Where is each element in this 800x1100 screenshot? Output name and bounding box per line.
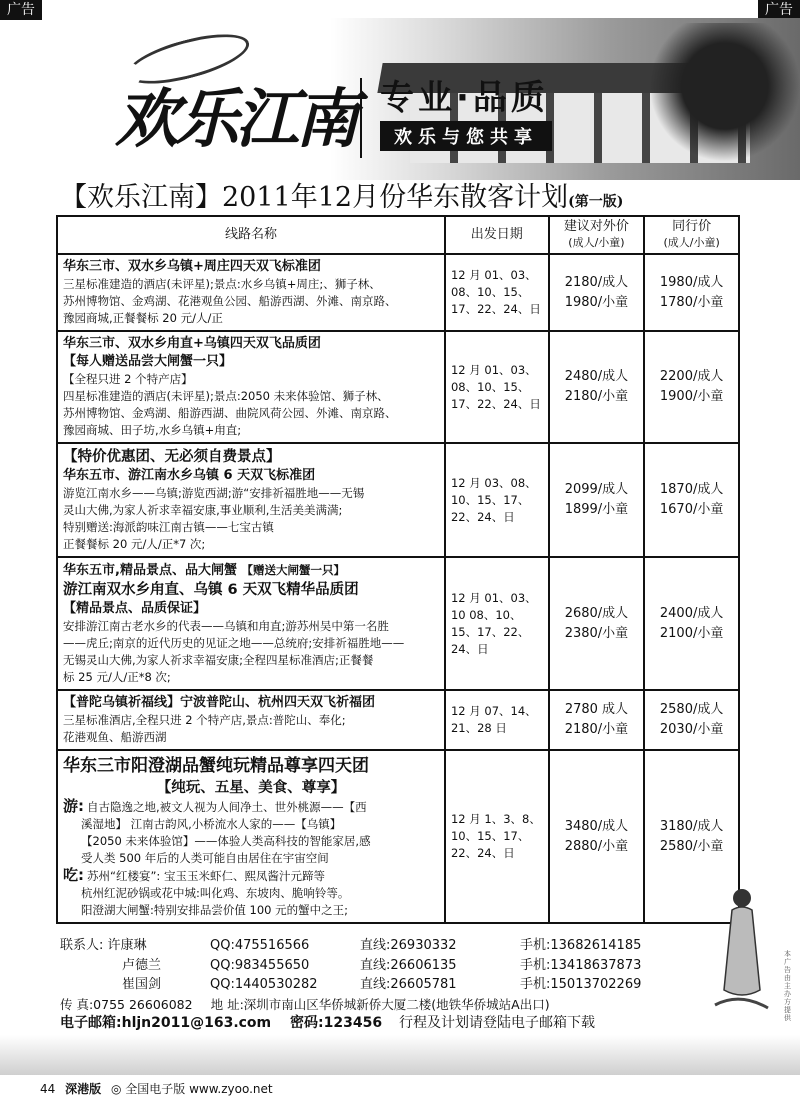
contact-qq: QQ:983455650 <box>210 957 310 973</box>
price-child: 2880/小童 <box>564 838 629 854</box>
price-cell <box>549 750 645 923</box>
national-edition: 全国电子版 www.zyoo.net <box>125 1082 273 1096</box>
header-date: 出发日期 <box>445 216 549 254</box>
peer-price-cell <box>644 254 739 331</box>
download-note: 行程及计划请登陆电子邮箱下载 <box>398 1015 595 1031</box>
route-line: 无锡灵山大佛,为家人祈求幸福安康;全程四星标准酒店;正餐餐 <box>63 653 374 667</box>
peer-adult: 1870/成人 <box>659 482 724 497</box>
contact-qq: QQ:1440530282 <box>210 977 318 992</box>
date-cell: 12 月 01、03、08、10、15、17、22、24、日 <box>445 254 549 331</box>
peer-adult: 2580/成人 <box>659 702 724 717</box>
chi-line: 苏州“红楼宴”: 宝玉玉米虾仁、熙凤酱汁元蹄等 <box>87 869 325 883</box>
chi-line: 阳澄湖大闸蟹:特别安排品尝价值 100 元的蟹中之王; <box>81 903 349 917</box>
you-line: 【2050 未来体验馆】——体验人类高科技的智能家居,感 <box>81 834 371 848</box>
route-title: 华东三市阳澄湖品蟹纯玩精品尊享四天团 <box>63 756 369 776</box>
peer-price-cell <box>644 443 739 557</box>
route-cell <box>57 690 445 750</box>
banner-tree-image <box>650 23 800 163</box>
footer-background <box>0 1035 800 1075</box>
table-row <box>57 443 739 557</box>
route-title <box>63 561 439 580</box>
header-peer-label: 同行价 <box>672 219 712 234</box>
route-line <box>63 867 439 885</box>
contact-line: 直线:26606135 <box>360 957 457 973</box>
brand-slogan-sub: 欢乐与您共享 <box>380 121 552 151</box>
contact-mobile: 手机:13418637873 <box>520 957 642 973</box>
plan-edition: (第一版) <box>568 194 624 210</box>
header-price <box>549 216 645 254</box>
brand-logo: 欢乐江南 <box>115 82 355 157</box>
table-row <box>57 690 739 750</box>
ad-label-left: 广告 <box>0 0 42 20</box>
route-cell <box>57 557 445 690</box>
lady-figure-icon <box>710 880 770 1020</box>
peer-child: 2100/小童 <box>659 625 724 641</box>
peer-child: 1780/小童 <box>659 294 724 310</box>
route-highlight: 【纯玩、五星、美食、尊享】 <box>156 780 346 796</box>
route-title-2: 游江南双水乡甪直、乌镇 6 天双飞精华品质团 <box>63 582 359 598</box>
price-adult: 2780 成人 <box>564 702 629 717</box>
peer-adult: 1980/成人 <box>659 274 724 290</box>
peer-adult: 2200/成人 <box>659 369 724 384</box>
contact-line: 直线:26930332 <box>360 938 457 953</box>
email: 电子邮箱:hljn2011@163.com <box>60 1015 272 1031</box>
route-line: 标 25 元/人/正*8 次; <box>63 670 171 684</box>
peer-price-cell <box>644 331 739 443</box>
ad-label-right: 广告 <box>758 0 800 20</box>
route-highlight: 【每人赠送品尝大闸蟹一只】 <box>63 354 233 369</box>
route-line: 三星标准建造的酒店(未评星);景点:水乡乌镇+周庄;、狮子林、 <box>63 277 381 291</box>
price-adult: 2180/成人 <box>564 274 629 290</box>
route-banner: 【特价优惠团、无必须自费景点】 <box>63 449 281 465</box>
route-title-note: 【赠送大闸蟹一只】 <box>241 563 345 577</box>
globe-icon: ◎ <box>110 1082 122 1096</box>
route-line: 游览江南水乡——乌镇;游览西湖;游“安排祈福胜地——无锡 <box>63 486 365 500</box>
price-child: 1899/小童 <box>564 502 629 517</box>
route-line: 豫园商城,正餐餐标 20 元/人/正 <box>63 311 223 325</box>
route-cell <box>57 254 445 331</box>
contact-mobile: 手机:15013702269 <box>520 977 642 992</box>
chi-line: 杭州红泥砂锅或花中城:叫化鸡、东坡肉、脆响铃等。 <box>81 886 350 900</box>
contact-name: 崔国剑 <box>122 977 162 992</box>
page-footer <box>40 1080 273 1097</box>
address: 地 址:深圳市南山区华侨城新侨大厦二楼(地铁华侨城站A出口) <box>210 996 550 1012</box>
price-cell <box>549 443 645 557</box>
route-line <box>63 798 439 816</box>
route-line: 花港观鱼、船游西湖 <box>63 730 167 744</box>
route-line: 正餐餐标 20 元/人/正*7 次; <box>63 537 206 551</box>
table-row <box>57 254 739 331</box>
contact-label: 联系人: <box>60 938 104 953</box>
route-line: 安排游江南古老水乡的代表——乌镇和甪直;游苏州吴中第一名胜 <box>63 619 389 633</box>
peer-child: 2580/小童 <box>659 838 724 854</box>
price-cell <box>549 557 645 690</box>
route-title: 华东三市、双水乡乌镇+周庄四天双飞标准团 <box>63 259 321 274</box>
peer-child: 2030/小童 <box>659 722 724 737</box>
price-adult: 2480/成人 <box>564 369 629 384</box>
route-line: 豫园商城、田子坊,水乡乌镇+甪直; <box>63 423 242 437</box>
contact-name: 卢德兰 <box>122 957 162 973</box>
price-child: 2180/小童 <box>564 389 629 404</box>
header-price-label: 建议对外价 <box>563 219 629 234</box>
route-line: 四星标准建造的酒店(未评星);景点:2050 未来体验馆、狮子林、 <box>63 389 389 403</box>
route-cell <box>57 443 445 557</box>
route-title-text: 华东五市,精品景点、品大闸蟹 <box>63 563 237 578</box>
route-title: 华东三市、双水乡甪直+乌镇四天双飞品质团 <box>63 336 321 351</box>
chi-label: 吃: <box>63 866 84 884</box>
price-cell <box>549 690 645 750</box>
date-cell: 12 月 03、08、10、15、17、22、24、日 <box>445 443 549 557</box>
date-cell: 12 月 01、03、10 08、10、15、17、22、24、日 <box>445 557 549 690</box>
logo-divider <box>360 78 362 158</box>
fax-address-row <box>60 995 700 1015</box>
route-cell <box>57 331 445 443</box>
contact-block <box>60 936 700 1034</box>
peer-price-cell <box>644 557 739 690</box>
price-child: 2180/小童 <box>564 722 629 737</box>
side-note: 本广告由主办方提供 <box>784 950 791 1022</box>
you-line: 受人类 500 年后的人类可能自由居住在宇宙空间 <box>81 851 329 865</box>
contact-person <box>60 936 210 956</box>
price-adult: 2099/成人 <box>564 482 629 497</box>
route-title: 【普陀乌镇祈福线】宁波普陀山、杭州四天双飞祈福团 <box>63 695 376 710</box>
you-line: 溪湿地】 江南古韵风,小桥流水人家的——【乌镇】 <box>81 817 342 831</box>
route-line: 苏州博物馆、金鸡湖、花港观鱼公园、船游西湖、外滩、南京路、 <box>63 294 397 308</box>
plan-title <box>60 175 780 214</box>
header-peer <box>644 216 739 254</box>
contact-row <box>60 936 700 956</box>
price-adult: 2680/成人 <box>564 605 629 621</box>
contact-qq: QQ:475516566 <box>210 938 310 953</box>
route-title: 华东五市、游江南水乡乌镇 6 天双飞标准团 <box>63 468 316 483</box>
price-adult: 3480/成人 <box>564 818 629 834</box>
route-line: 特别赠送:海派韵味江南古镇——七宝古镇 <box>63 520 274 534</box>
route-line: 三星标准酒店,全程只进 2 个特产店,景点:普陀山、奉化; <box>63 713 346 727</box>
route-line: 苏州博物馆、金鸡湖、船游西湖、曲院风荷公园、外滩、南京路、 <box>63 406 397 420</box>
date-cell: 12 月 07、14、21、28 日 <box>445 690 549 750</box>
contact-line: 直线:26605781 <box>360 977 457 992</box>
schedule-table <box>56 215 740 924</box>
contact-mobile: 手机:13682614185 <box>520 938 642 953</box>
table-row <box>57 331 739 443</box>
peer-child: 1900/小童 <box>659 389 724 404</box>
price-cell <box>549 254 645 331</box>
header-banner <box>50 18 800 180</box>
page-number: 44 <box>40 1082 56 1096</box>
table-row <box>57 557 739 690</box>
contact-name: 许康琳 <box>107 938 147 953</box>
you-line: 自古隐逸之地,被文人视为人间净土、世外桃源——【西 <box>87 800 367 814</box>
header-route: 线路名称 <box>57 216 445 254</box>
brand-slogan: 专业·品质 <box>380 78 549 118</box>
header-peer-sub: (成人/小童) <box>663 236 720 249</box>
route-highlight: 【精品景点、品质保证】 <box>63 601 207 616</box>
email-row <box>60 1014 700 1034</box>
date-cell: 12 月 01、03、08、10、15、17、22、24、日 <box>445 331 549 443</box>
table-header-row <box>57 216 739 254</box>
peer-child: 1670/小童 <box>659 502 724 517</box>
contact-row <box>60 975 700 995</box>
price-child: 2380/小童 <box>564 625 629 641</box>
password: 密码:123456 <box>290 1015 383 1031</box>
price-cell <box>549 331 645 443</box>
fax: 传 真:0755 26606082 <box>60 996 193 1012</box>
peer-adult: 3180/成人 <box>659 818 724 834</box>
header-price-sub: (成人/小童) <box>568 236 625 249</box>
edition-label: 深港版 <box>65 1082 102 1096</box>
route-line: 【全程只进 2 个特产店】 <box>63 372 193 386</box>
date-cell: 12 月 1、3、8、10、15、17、22、24、日 <box>445 750 549 923</box>
you-label: 游: <box>63 797 84 815</box>
route-line: 灵山大佛,为家人祈求幸福安康,事业顺利,生活美美满满; <box>63 503 343 517</box>
peer-adult: 2400/成人 <box>659 605 724 621</box>
route-cell <box>57 750 445 923</box>
price-child: 1980/小童 <box>564 294 629 310</box>
contact-row <box>60 956 700 976</box>
plan-title-text: 【欢乐江南】2011年12月份华东散客计划 <box>60 182 569 213</box>
table-row <box>57 750 739 923</box>
peer-price-cell <box>644 690 739 750</box>
route-line: ——虎丘;南京的近代历史的见证之地——总统府;安排祈福胜地—— <box>63 636 405 650</box>
